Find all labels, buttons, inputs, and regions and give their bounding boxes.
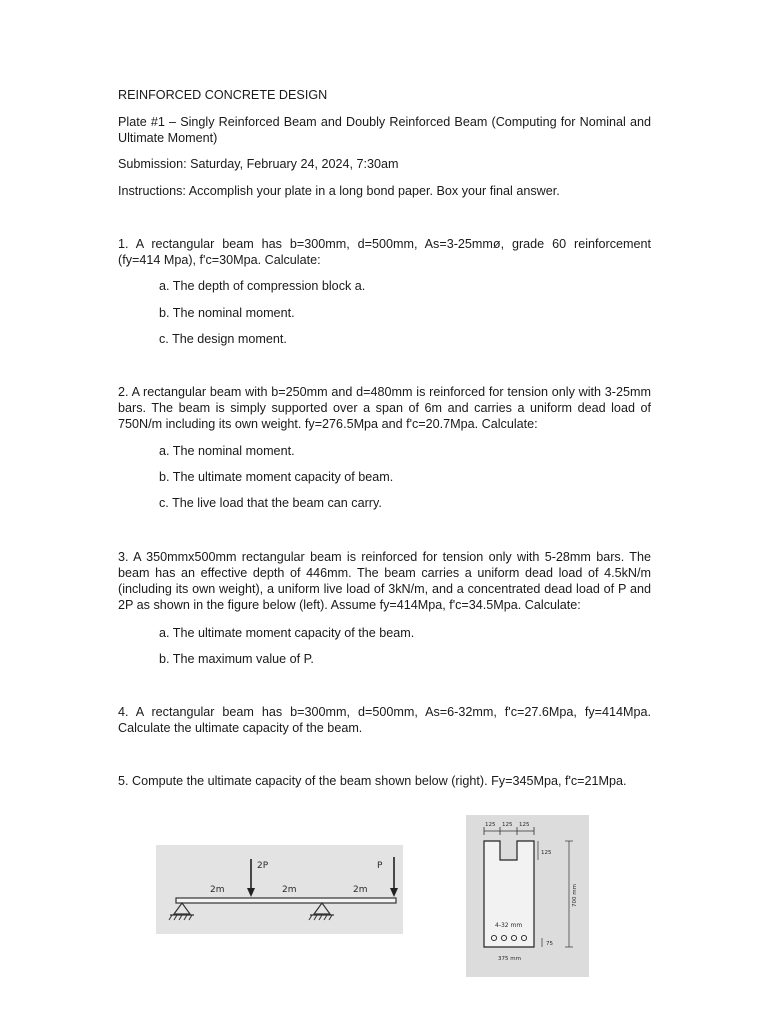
- height-label: 700 mm: [572, 884, 578, 907]
- load-2p-label: 2P: [257, 861, 269, 871]
- problem-3-stem: 3. A 350mmx500mm rectangular beam is reinforced for tension only with 5-28mm bars. The beam has an effective depth of 446mm. The beam carries a uniform dead load of 4.5kN/m (including its own weight), a uniform live load of 3kN/m, and a concentrated dead load of P and 2P as shown in the figure below (left). Assume fy=414Mpa, f'c=34.5Mpa. Calculate:: [118, 550, 651, 612]
- beam-section-figure: [466, 815, 589, 977]
- notch-depth-label: 125: [541, 850, 552, 856]
- problem-2-item-b: b. The ultimate moment capacity of beam.: [159, 470, 394, 484]
- problem-2-stem: 2. A rectangular beam with b=250mm and d=480mm is reinforced for tension only with 3-25mm bars. The beam is simply supported over a span of 6m and carries a uniform dead load of 750N/m including its own weight. fy=276.5Mpa and f'c=20.7Mpa. Calculate:: [118, 385, 651, 431]
- problem-3-item-b: b. The maximum value of P.: [159, 652, 314, 666]
- span-3-label: 2m: [353, 885, 368, 895]
- beam-loading-diagram: [156, 845, 403, 934]
- span-1-label: 2m: [210, 885, 225, 895]
- problem-4-stem: 4. A rectangular beam has b=300mm, d=500mm, As=6-32mm, f'c=27.6Mpa, fy=414Mpa. Calculate the ultimate capacity of the beam.: [118, 705, 651, 735]
- bars-label: 4-32 mm: [495, 922, 523, 929]
- problem-1-item-c: c. The design moment.: [159, 332, 287, 346]
- middle-support: [314, 903, 330, 914]
- beam: [176, 898, 396, 903]
- top-dim-3: 125: [519, 822, 530, 828]
- top-dim-1: 125: [485, 822, 496, 828]
- problem-5-stem: 5. Compute the ultimate capacity of the beam shown below (right). Fy=345Mpa, f'c=21Mpa.: [118, 774, 627, 788]
- width-label: 375 mm: [498, 956, 521, 962]
- beam-loading-figure: [156, 845, 403, 934]
- top-dim-2: 125: [502, 822, 513, 828]
- problem-1-stem: 1. A rectangular beam has b=300mm, d=500mm, As=3-25mmø, grade 60 reinforcement (fy=414 Mpa), f'c=30Mpa. Calculate:: [118, 237, 651, 267]
- document-title: REINFORCED CONCRETE DESIGN: [118, 88, 328, 102]
- span-2-label: 2m: [282, 885, 297, 895]
- problem-1-item-a: a. The depth of compression block a.: [159, 279, 366, 293]
- left-support: [174, 903, 190, 914]
- beam-section-diagram: [466, 815, 589, 977]
- problem-2-item-c: c. The live load that the beam can carry.: [159, 496, 382, 510]
- load-p-label: P: [377, 861, 383, 871]
- section-outline: [484, 841, 534, 947]
- problem-1-item-b: b. The nominal moment.: [159, 306, 295, 320]
- problem-3-item-a: a. The ultimate moment capacity of the beam.: [159, 626, 415, 640]
- submission-date: Submission: Saturday, February 24, 2024, 7:30am: [118, 157, 399, 171]
- instructions: Instructions: Accomplish your plate in a long bond paper. Box your final answer.: [118, 184, 560, 198]
- problem-2-item-a: a. The nominal moment.: [159, 444, 295, 458]
- plate-description: Plate #1 – Singly Reinforced Beam and Doubly Reinforced Beam (Computing for Nominal and Ultimate Moment): [118, 115, 651, 145]
- cover-label: 75: [546, 941, 553, 947]
